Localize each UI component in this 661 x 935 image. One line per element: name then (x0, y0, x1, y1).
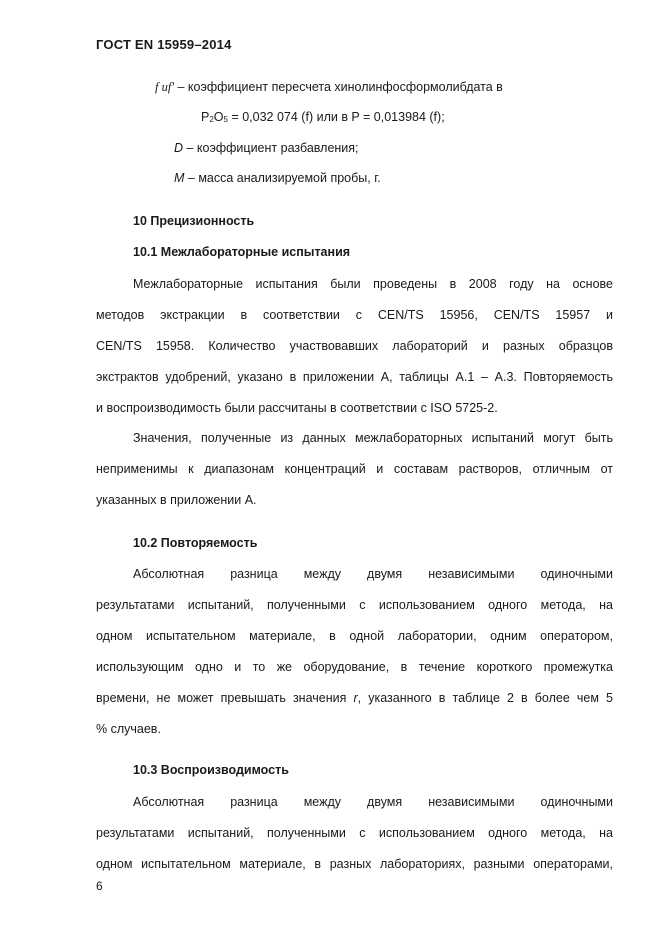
paragraph-line: и воспроизводимость были рассчитаны в соответствии с ISO 5725-2. (96, 401, 498, 415)
paragraph-line: Значения, полученные из данных межлабораторных испытаний могут быть (133, 431, 613, 445)
paragraph-values (96, 423, 613, 516)
fuf-values-p: P (201, 110, 210, 124)
m-symbol: M (174, 171, 185, 185)
paragraph-line: использующим одно и то же оборудование, в течение короткого промежутка (96, 660, 613, 674)
paragraph-line: указанных в приложении А. (96, 493, 257, 507)
paragraph-line-with-r (96, 683, 613, 714)
d-symbol: D (174, 141, 184, 155)
text-fragment: , указанного в таблице 2 в более чем 5 (357, 691, 613, 705)
m-text: – масса анализируемой пробы, г. (184, 171, 381, 185)
paragraph-line: экстрактов удобрений, указано в приложении А, таблицы А.1 – А.3. Повторяемость (96, 370, 613, 384)
paragraph-line: Абсолютная разница между двумя независимыми одиночными (133, 795, 613, 809)
document-header: ГОСТ EN 15959–2014 (96, 37, 232, 52)
paragraph-line: неприменимы к диапазонам концентраций и составам растворов, отличным от (96, 462, 613, 476)
page-number: 6 (96, 879, 103, 893)
paragraph-line: одном испытательном материале, в одной лаборатории, одним оператором, (96, 629, 613, 643)
section-10-1-heading: 10.1 Межлабораторные испытания (133, 245, 351, 259)
paragraph-line: CEN/TS 15958. Количество участвовавших лабораторий и разных образцов (96, 339, 613, 353)
fuf-values-sub2: 5 (223, 115, 228, 124)
definition-fuf-values (201, 110, 445, 124)
paragraph-line: одном испытательном материале, в разных лабораториях, разными операторами, (96, 857, 613, 871)
section-10-heading: 10 Прецизионность (133, 214, 255, 228)
paragraph-line: % случаев. (96, 722, 161, 736)
definition-fuf (155, 80, 503, 95)
definition-d (174, 141, 359, 155)
paragraph-line: результатами испытаний, полученными с использованием одного метода, на (96, 598, 613, 612)
paragraph-line: Межлабораторные испытания были проведены в 2008 году на основе (133, 277, 613, 291)
paragraph-interlab (96, 269, 613, 424)
fuf-values-sub1: 2 (209, 115, 214, 124)
fuf-values-o: O (213, 110, 224, 124)
paragraph-line: результатами испытаний, полученными с использованием одного метода, на (96, 826, 613, 840)
paragraph-line: методов экстракции в соответствии с CEN/TS 15956, CEN/TS 15957 и (96, 308, 613, 322)
fuf-text: – коэффициент пересчета хинолинфосформолибдата в (174, 80, 503, 94)
definition-m (174, 171, 381, 185)
paragraph-reproducibility (96, 787, 613, 880)
d-text: – коэффициент разбавления; (183, 141, 359, 155)
section-10-3-heading: 10.3 Воспроизводимость (133, 763, 289, 777)
paragraph-repeatability (96, 559, 613, 745)
fuf-symbol: f uf' (155, 80, 174, 94)
paragraph-line: Абсолютная разница между двумя независимыми одиночными (133, 567, 613, 581)
section-10-2-heading: 10.2 Повторяемость (133, 536, 258, 550)
symbol-r: r (353, 691, 358, 705)
fuf-values-rest: = 0,032 074 (f) или в P = 0,013984 (f); (227, 110, 445, 124)
text-fragment: времени, не может превышать значения (96, 691, 354, 705)
